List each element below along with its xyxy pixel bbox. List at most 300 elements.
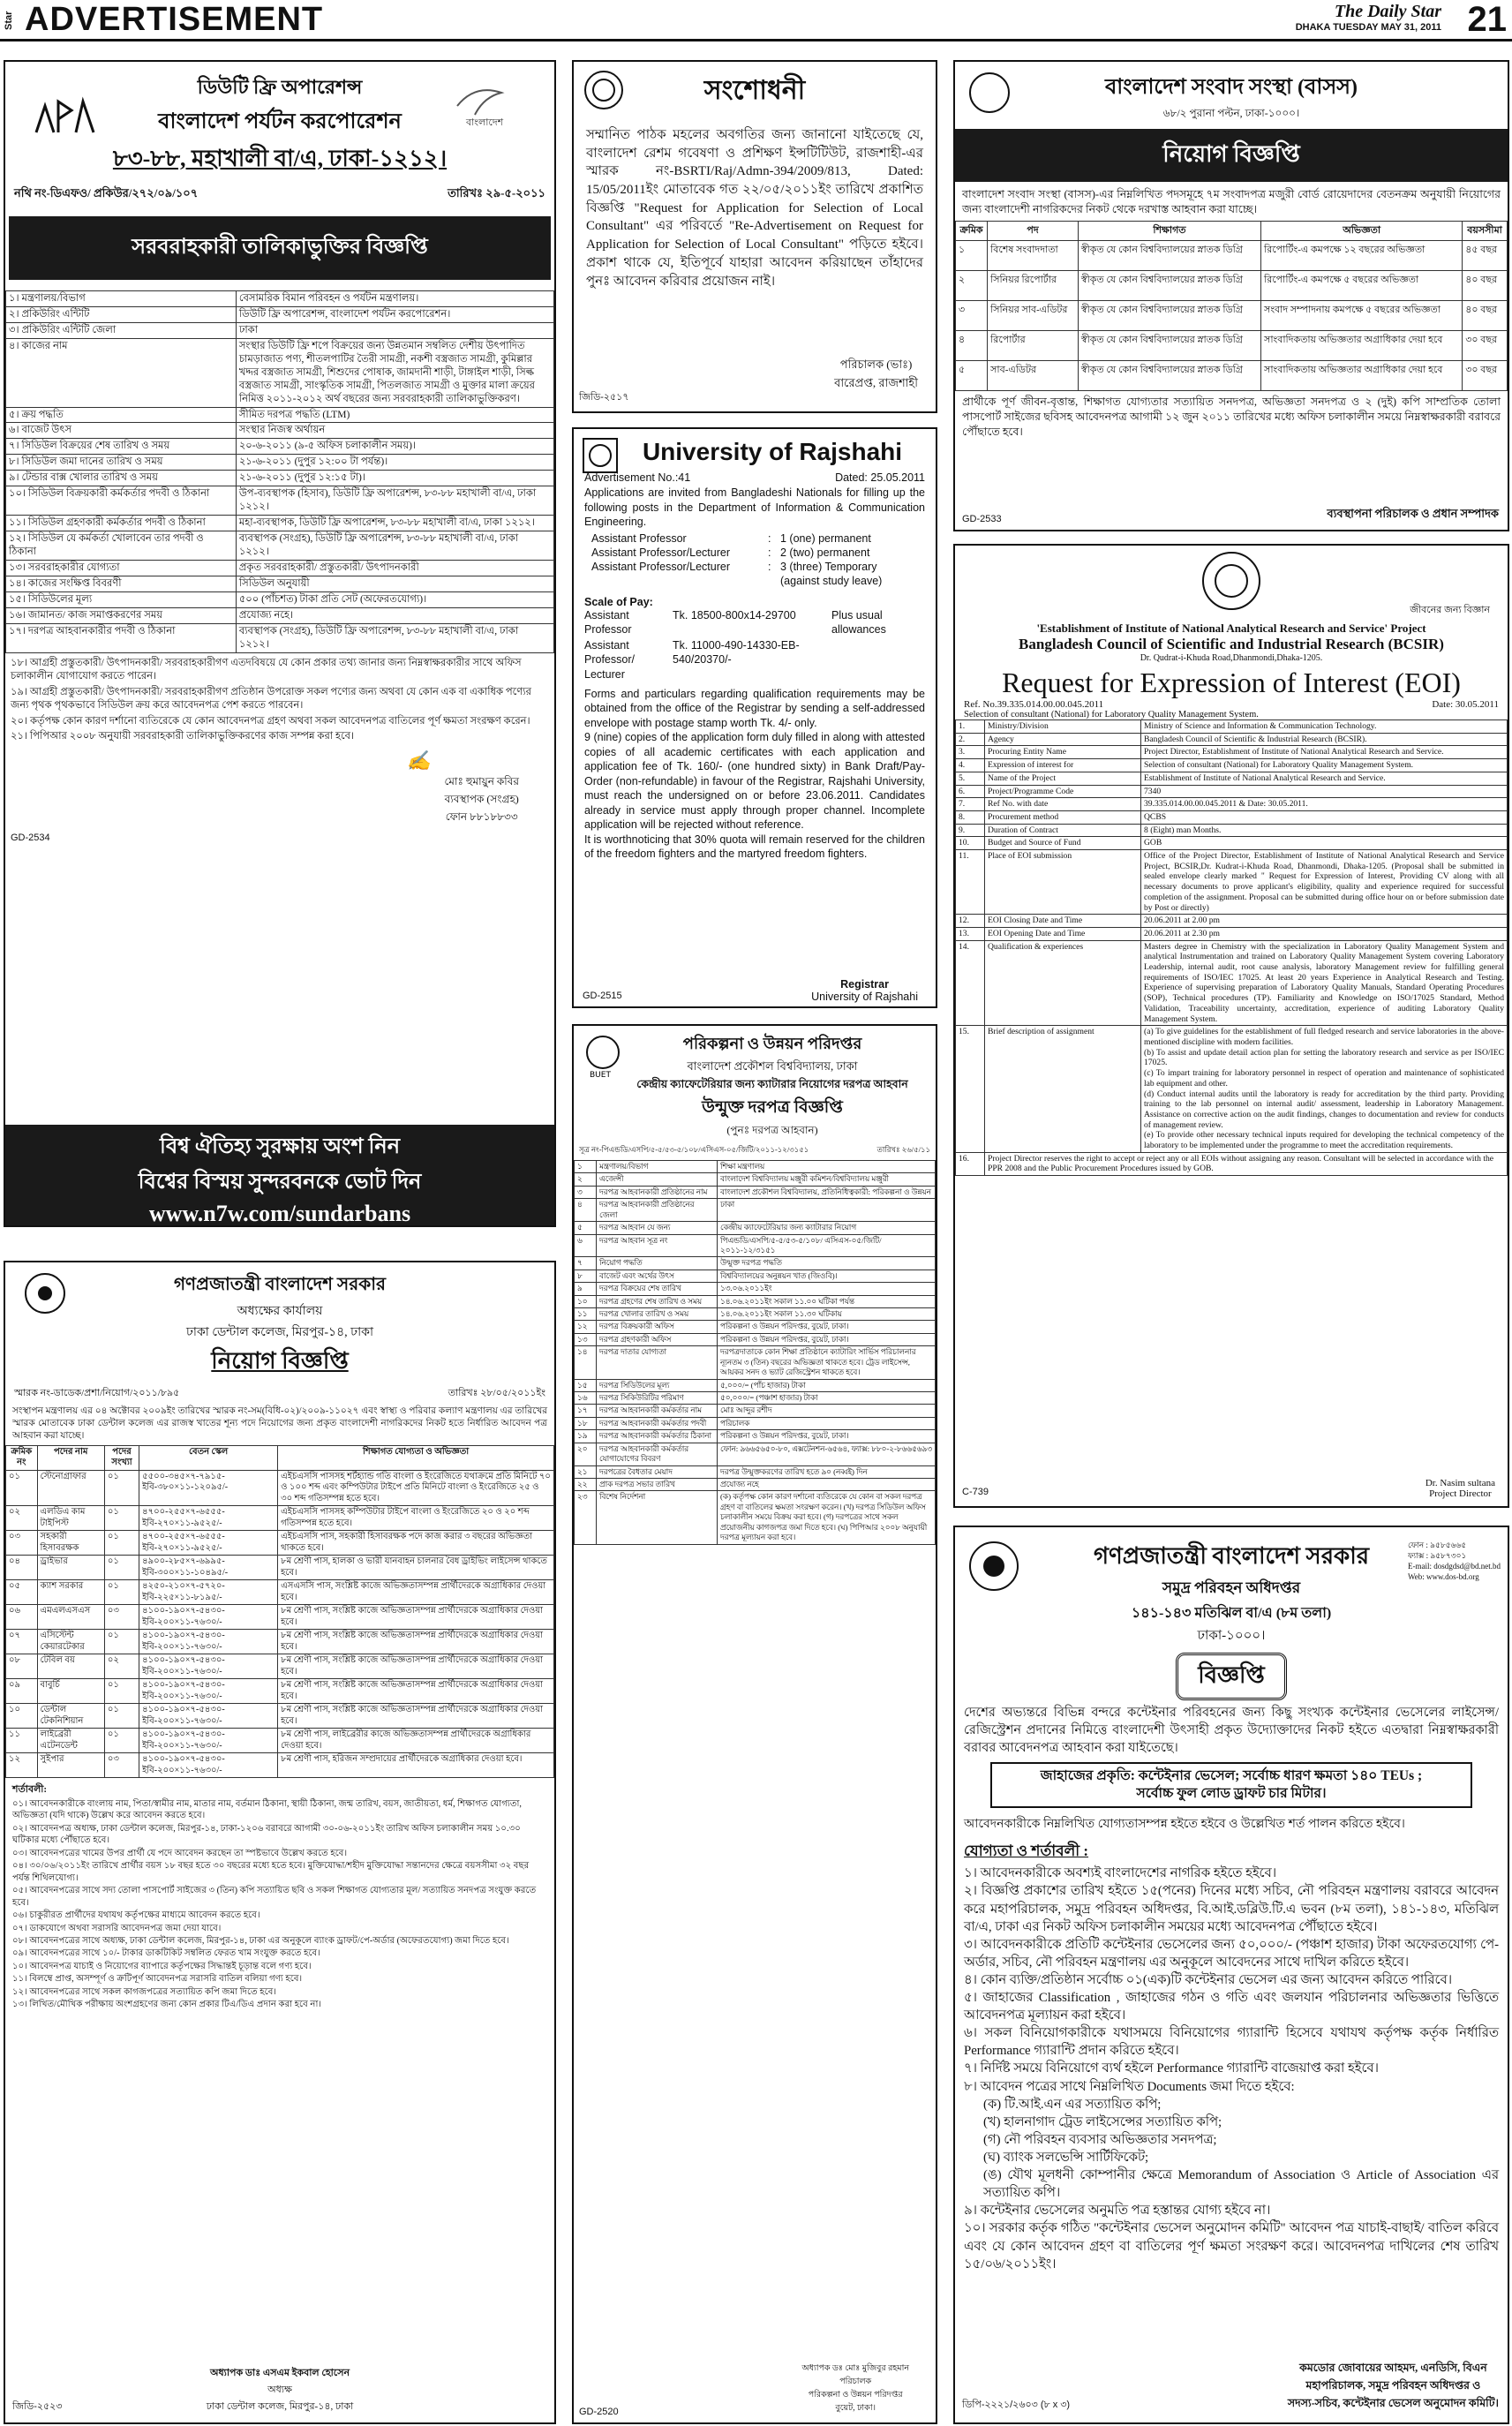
row-label: Agency bbox=[985, 733, 1141, 746]
row-label: ২। প্রকিউরিং এন্টিটি bbox=[6, 306, 237, 322]
row-label: ৭। সিডিউল বিক্রয়ের শেষ তারিখ ও সময় bbox=[6, 439, 237, 455]
row-number: 3. bbox=[956, 746, 985, 759]
vessel-spec-box bbox=[990, 1762, 1472, 1808]
bcsir-logo bbox=[1192, 549, 1271, 613]
row-label: দরপত্র আহবানকারী কর্মকর্তার যোগাযোগের বিবরণ bbox=[597, 1443, 718, 1465]
row-label: এজেন্সী bbox=[597, 1173, 718, 1186]
ship-signer-title2: সদস্য-সচিব, কন্টেইনার ভেসেল অনুমোদন কমিটি। bbox=[1287, 2397, 1499, 2409]
row-number: ১ bbox=[575, 1161, 597, 1173]
table-cell: ০২ bbox=[6, 1506, 38, 1531]
gov-logo bbox=[967, 1540, 1020, 1593]
table-cell: সাংবাদিকতায় অভিজ্ঞতার অগ্রাধিকার দেয়া হবে bbox=[1261, 330, 1463, 360]
table-row bbox=[956, 270, 1508, 300]
bss-signer: ব্যবস্থাপনা পরিচালক ও প্রধান সম্পাদক bbox=[1327, 507, 1499, 520]
condition-item: (ঙ) যৌথ মূলধনী কোম্পানীর ক্ষেত্রে Memorandum of Association ও Article of Association এর সত্যায়িত কপি। bbox=[983, 2168, 1499, 2201]
bss-intro: বাংলাদেশ সংবাদ সংস্থা (বাসস)-এর নিম্নলিখিত পদসমূহে ৭ম সংবাদপত্র মজুরী বোর্ড রোয়েদাদের বেতনক্রম অনুযায়ী নিয়োগের জন্য বাংলাদেশী নাগরিকদের নিকট থেকে দরখাস্ত আহবান করা যাচ্ছে। bbox=[962, 188, 1501, 215]
bcsir-motto: জীবনের জন্য বিজ্ঞান bbox=[1410, 605, 1490, 615]
bss-footer: প্রার্থীকে পূর্ণ জীবন-বৃত্তান্ত, শিক্ষাগত যোগ্যতার সত্যায়িত সনদপত্র, অভিজ্ঞতা সনদপত্র ও ২ (দুই) কপি সাম্প্রতিক তোলা পাসপোর্ট সাইজের ছবিসহ আবেদনপত্র আগামী ১২ জুন ২০১১ তারিখের মধ্যে অফিস চলাকালীন সময়ে নিম্নস্বাক্ষরকারী বরাবরে পৌঁছাতে হবে। bbox=[962, 395, 1501, 438]
table-row bbox=[6, 1531, 554, 1556]
row-label: দরপত্র বিক্রয়কারী অফিস bbox=[597, 1321, 718, 1333]
row-value: ২১-৬-২০১১ (দুপুর ১২:১৫ টা)। bbox=[236, 471, 553, 486]
table-row bbox=[6, 407, 554, 423]
row-value: ২০-৬-২০১১ (৯-৫ অফিস চলাকালীন সময়)। bbox=[236, 439, 553, 455]
signer-name: মোঃ হুমায়ুন কবির bbox=[444, 774, 519, 787]
scale-pay: Tk. 18500-800x14-29700 bbox=[673, 608, 796, 622]
note-item: ১৮। আগ্রহী প্রস্তুতকারী/ উৎপাদনকারী/ সরবরাহকারীগণ এতদবিষয়ে যে কোন প্রকার তথ্য জানার জন্য নিম্নস্বাক্ষরকারীর সাথে অফিস চলাকালীন যোগাযোগ করতে পারেন। bbox=[11, 657, 522, 682]
eoi-table bbox=[955, 720, 1508, 1176]
condition-item: ৪। কোন ব্যক্তি/প্রতিষ্ঠান সর্বোচ্চ ০১(এক)টি কন্টেইনার ভেসেল এর জন্য আবেদন করিতে পারিবে। bbox=[964, 1972, 1452, 1987]
buet-signer-title: পরিচালক bbox=[839, 2377, 872, 2386]
row-value: পরিকল্পনা ও উন্নয়ন পরিদপ্তর, বুয়েট, ঢাকা। bbox=[718, 1321, 936, 1333]
post-count: 2 (two) permanent bbox=[780, 546, 870, 559]
row-label: দরপত্র আহবান যে জন্য bbox=[597, 1222, 718, 1234]
row-label: দরপত্রের বৈধতার মেয়াদ bbox=[597, 1465, 718, 1478]
row-label: দরপত্র বিক্রয়ের শেষ তারিখ bbox=[597, 1283, 718, 1295]
college-name: ঢাকা ডেন্টাল কলেজ, মিরপুর-১৪, ঢাকা bbox=[185, 1326, 374, 1339]
table-cell: সুইপার bbox=[37, 1753, 104, 1778]
table-cell: ০৮ bbox=[6, 1654, 38, 1679]
condition-item: ১। আবেদনকারীকে অবশ্যই বাংলাদেশের নাগরিক হইতে হইবে। bbox=[964, 1866, 1277, 1881]
posts-list bbox=[574, 531, 936, 589]
section-title: ADVERTISEMENT bbox=[25, 1, 324, 38]
row-value: ঢাকা bbox=[718, 1199, 936, 1222]
condition-item: (খ) হালনাগাদ ট্রেড লাইসেন্সের সত্যায়িত কপি; bbox=[983, 2114, 1222, 2129]
column-header: বেতন স্কেল bbox=[139, 1445, 278, 1470]
table-row bbox=[575, 1465, 936, 1478]
parjatan-logo bbox=[32, 88, 102, 141]
row-label: দরপত্র আহবানকারী কর্মকর্তার নাম bbox=[597, 1405, 718, 1417]
table-row bbox=[575, 1173, 936, 1186]
bss-band: নিয়োগ বিজ্ঞপ্তি bbox=[955, 129, 1508, 182]
row-value: 20.06.2011 at 2.00 pm bbox=[1141, 915, 1508, 928]
table-row bbox=[6, 576, 554, 591]
advertisement-number: Advertisement No.:41 bbox=[584, 471, 691, 484]
row-label: দরপত্র গ্রহণকারী অফিস bbox=[597, 1333, 718, 1345]
table-row bbox=[575, 1283, 936, 1295]
table-row bbox=[6, 516, 554, 531]
row-value: (a) To give guidelines for the establishment of full fledged research and service laboratories in the above-mentioned discipline with modern facilities. (b) To assist and update detail action plan for setting the laboratory research and service as per ISO/IEC 17025. (c) To impart training for laboratory personnel in respect of operation and maintenance of sophisticated lab equipment and other. (d) Conduct internal audits until the laboratory is ready for accreditation by the third party. Providing training to the lab personnel on internal audit/ assessment, leadership in Laboratory Management. Assistance on corrective action on the audit findings, changes to documentation and review for conducts of management review. (e) To provide other necessary technical inputs required for developing the technical competency of the laboratory to be implemented under the programme to meet the accreditation requirements. bbox=[1141, 1026, 1508, 1152]
table-cell: ০১ bbox=[104, 1630, 139, 1654]
ship-address: ১৪১-১৪৩ মতিঝিল বা/এ (৮ম তলা) bbox=[1131, 1606, 1332, 1621]
table-row bbox=[575, 1333, 936, 1345]
table-row bbox=[575, 1430, 936, 1443]
ship-phone: ফোন : ৯৫৮৫৬৬৫ bbox=[1407, 1541, 1467, 1549]
post-title: Assistant Professor bbox=[591, 531, 687, 545]
row-label: Procuring Entity Name bbox=[985, 746, 1141, 759]
row-value: ৫,০০০/= (পাঁচ হাজার) টাকা bbox=[718, 1379, 936, 1391]
table-row bbox=[6, 623, 554, 652]
project-name: 'Establishment of Institute of National Analytical Research and Service' Project bbox=[1036, 622, 1426, 635]
table-cell: ০৩ bbox=[104, 1753, 139, 1778]
row-value: বেসামরিক বিমান পরিবহন ও পর্যটন মন্ত্রণালয়। bbox=[236, 291, 553, 307]
table-row bbox=[575, 1222, 936, 1234]
svg-text:BUET: BUET bbox=[590, 1071, 611, 1079]
row-number: ১৭ bbox=[575, 1405, 597, 1417]
row-label: Project Director reserves the right to accept or reject any or all EOIs without assigning any reason. Consultant will be selected in accordance with the PPR 2008 and the Public Procurement Procedures issued by GOB. bbox=[985, 1152, 1508, 1175]
table-cell: রিপোর্টার bbox=[988, 330, 1079, 360]
row-number: ২৩ bbox=[575, 1491, 597, 1544]
dental-memo: স্মারক নং-ডাডেক/প্রশা/নিয়োগ/২০১১/৮৯৫ bbox=[14, 1388, 180, 1398]
row-number: 4. bbox=[956, 759, 985, 772]
table-row bbox=[956, 240, 1508, 270]
table-cell: এইচএসসি পাস, সহকারী হিসাবরক্ষক পদে কাজ করার ৩ বছরের অভিজ্ঞতা থাকতে হবে। bbox=[278, 1531, 554, 1556]
vessel-spec-1: জাহাজের প্রকৃতি: কন্টেইনার ভেসেল; সর্বোচ্চ ধারণ ক্ষমতা ১৪০ TEUs ; bbox=[1040, 1768, 1423, 1783]
ad-code: ডিপি-২২২১/২৬০৩ (৮ x ৩) bbox=[962, 2400, 1071, 2410]
row-number: 12. bbox=[956, 915, 985, 928]
row-value: সংস্থার ডিউটি ফ্রি শপে বিক্রয়ের জন্য উন্নতমান সম্বলিত দেশীয় উৎপাদিত চামড়াজাত পণ্য, শীতলপাটির তৈরী সামগ্রী, নকশী বস্ত্রজাত সামগ্রী, কুমিল্লার খদ্দর বস্ত্রজাত সামগ্রী, শিশুদের পোষাক, জামদানী শাড়ী, টাঙ্গাইল শাড়ী, সিল্ক বস্ত্রজাত সামগ্রী, সাংস্কৃতিক সামগ্রী, পিতলজাত সামগ্রী ও মুক্তার মালা ক্রয়ের নিমিত্ত ২০১১-২০১২ অর্থ বছরের জন্য সরবরাহকারী তালিকাভুক্তিকরণ। bbox=[236, 338, 553, 407]
ad-correction bbox=[572, 60, 937, 413]
table-cell: সিনিয়র সাব-এডিটর bbox=[988, 300, 1079, 330]
table-cell: ৩০ বছর bbox=[1463, 330, 1508, 360]
table-cell: ৩০ বছর bbox=[1463, 360, 1508, 390]
table-cell: বাবুর্চি bbox=[37, 1679, 104, 1704]
table-cell: ০১ bbox=[104, 1506, 139, 1531]
row-label: ৪। কাজের নাম bbox=[6, 338, 237, 407]
table-cell: ১১ bbox=[6, 1729, 38, 1753]
buet-table bbox=[574, 1160, 936, 1545]
ship-title: বিজ্ঞপ্তি bbox=[1176, 1653, 1287, 1700]
table-row bbox=[6, 1556, 554, 1580]
column-header: পদের নাম bbox=[37, 1445, 104, 1470]
note-item: ২১। পিপিআর ২০০৮ অনুযায়ী সরবরাহকারী তালিকাভুক্তিকরণের কাজ সম্পন্ন করা হবে। bbox=[11, 731, 355, 742]
term-item: ০৫। আবেদনপত্রের সাথে সদ্য তোলা পাসপোর্ট সাইজের ৩ (তিন) কপি সত্যায়িত ছবি ও সকল শিক্ষাগত যোগ্যতার মূল/ সত্যায়িত সনদপত্র সংযুক্ত করতে হবে। bbox=[12, 1886, 537, 1908]
table-cell: সাংবাদিকতায় অভিজ্ঞতার অগ্রাধিকার দেয়া হবে bbox=[1261, 360, 1463, 390]
row-label: Expression of interest for bbox=[985, 759, 1141, 772]
row-number: 13. bbox=[956, 927, 985, 940]
row-number: 9. bbox=[956, 824, 985, 837]
page-header bbox=[0, 0, 1512, 41]
table-cell: ৪ bbox=[956, 330, 988, 360]
row-value: Bangladesh Council of Scientific & Industrial Research (BCSIR). bbox=[1141, 733, 1508, 746]
post-row bbox=[591, 531, 918, 546]
row-label: বিশেষ নির্দেশনা bbox=[597, 1491, 718, 1544]
row-number: 7. bbox=[956, 798, 985, 811]
table-cell: ০১ bbox=[104, 1580, 139, 1605]
eoi-signer: Dr. Nasim sultana bbox=[1425, 1478, 1495, 1488]
column-header: পদের সংখ্যা bbox=[104, 1445, 139, 1470]
row-label: ১১। সিডিউল গ্রহণকারী কর্মকর্তার পদবী ও ঠিকানা bbox=[6, 516, 237, 531]
post-row bbox=[591, 546, 918, 560]
table-row bbox=[6, 486, 554, 516]
row-number: ১৫ bbox=[575, 1379, 597, 1391]
row-value: (ক) কর্তৃপক্ষ কোন কারণ দর্শানো ব্যতিরেকে যে কোন বা সকল দরপত্র গ্রহণ বা বাতিলের ক্ষমতা সংরক্ষণ করেন। (খ) দরপত্র সিডিউল অফিস চলাকালীন সময়ে বিক্রয় করা হবে। (গ) দরপত্রের সাথে সকল প্রয়োজনীয় কাগজপত্র জমা দিতে হবে। (ঘ) পিপিআর ২০০৮ অনুযায়ী দরপত্র মূল্যায়ন করা হবে। bbox=[718, 1491, 936, 1544]
row-number: 16. bbox=[956, 1152, 985, 1175]
term-item: ০৬। চাকুরীরত প্রার্থীদের যথাযথ কর্তৃপক্ষের মাধ্যমে আবেদন করতে হবে। bbox=[12, 1910, 260, 1921]
table-row bbox=[956, 360, 1508, 390]
promo-line-2: বিশ্বের বিস্ময় সুন্দরবনকে ভোট দিন bbox=[138, 1171, 422, 1194]
ship-email[interactable]: E-mail: dosdgdsd@bd.net.bd bbox=[1407, 1562, 1501, 1571]
term-item: ০৭। ডাকযোগে অথবা সরাসরি আবেদনপত্র জমা দেয়া যাবে। bbox=[12, 1923, 222, 1933]
buet-logo bbox=[583, 1033, 623, 1079]
table-cell: ৪১০০-১৯০×৭-৫৪৩০-ইবি-২০০×১১-৭৬৩০/- bbox=[139, 1630, 278, 1654]
row-label: দরপত্র আহবানকারী প্রতিষ্ঠানের নাম bbox=[597, 1186, 718, 1198]
ad-bss bbox=[953, 60, 1509, 531]
row-value: দরপত্র উন্মুক্তকরণের তারিখ হতে ৯০ (নব্বই) দিন bbox=[718, 1465, 936, 1478]
ad-rajshahi bbox=[572, 427, 937, 1008]
table-cell: এইচএসসি পাসসহ শর্টহ্যান্ড গতি বাংলা ও ইংরেজিতে যথাক্রমে প্রতি মিনিটে ৭০ ও ১০০ শব্দ এবং কম্পিউটার টাইপে প্রতি মিনিটে বাংলা ও ইংরেজিতে ২৫ ও ৩০ শব্দ গতিসম্পন্ন হতে হবে। bbox=[278, 1470, 554, 1506]
table-row bbox=[956, 720, 1508, 734]
row-value: ১৩.০৬.২০১১ইং bbox=[718, 1283, 936, 1295]
table-cell: ৫৫০০-৩৪৫×৭-৭৯১৫-ইবি-৩৮০×১১-১২০৯৫/- bbox=[139, 1470, 278, 1506]
table-cell: স্বীকৃত যে কোন বিশ্ববিদ্যালয়ের স্নাতক ডিগ্রি bbox=[1078, 360, 1260, 390]
note-item: ২০। কর্তৃপক্ষ কোন কারণ দর্শানো ব্যতিরেকে যে কোন আবেদনপত্র গ্রহণ অথবা সকল আবেদনপত্র বাতিলের পূর্ণ ক্ষমতা সংরক্ষণ করেন। bbox=[11, 715, 530, 727]
table-row bbox=[956, 837, 1508, 850]
table-row bbox=[575, 1392, 936, 1405]
rajshahi-signer: Registrar bbox=[840, 978, 889, 991]
eoi-ref: Ref. No.39.335.014.00.00.045.2011 bbox=[964, 699, 1104, 710]
svg-text:বাংলাদেশ: বাংলাদেশ bbox=[466, 117, 504, 128]
cond-title: যোগ্যতা ও শর্তাবলী : bbox=[964, 1842, 1089, 1860]
scale-post: Assistant Professor/ Lecturer bbox=[584, 639, 635, 681]
row-value: 7340 bbox=[1141, 785, 1508, 798]
bangladesh-tourism-logo bbox=[448, 79, 519, 132]
row-number: ১২ bbox=[575, 1321, 597, 1333]
council-address: Dr. Qudrat-i-Khuda Road,Dhanmondi,Dhaka-1205. bbox=[1140, 653, 1323, 663]
post-count: 3 (three) Temporary (against study leave) bbox=[780, 561, 883, 588]
row-value: সিডিউল অনুযায়ী bbox=[236, 576, 553, 591]
table-cell: ১ bbox=[956, 240, 988, 270]
condition-item: ৭। নির্দিষ্ট সময়ে বিনিয়োগে ব্যর্থ হইলে Performance গ্যারান্টি বাজেয়াপ্ত করা হইবে। bbox=[964, 2061, 1379, 2076]
row-label: ৬। বাজেট উৎস bbox=[6, 423, 237, 439]
table-row bbox=[6, 439, 554, 455]
row-label: EOI Closing Date and Time bbox=[985, 915, 1141, 928]
table-row bbox=[6, 1679, 554, 1704]
buet-univ: বাংলাদেশ প্রকৌশল বিশ্ববিদ্যালয়, ঢাকা bbox=[687, 1059, 858, 1073]
row-label: মন্ত্রণালয়/বিভাগ bbox=[597, 1161, 718, 1173]
signature: ✍ bbox=[406, 749, 431, 772]
conditions-list bbox=[955, 1865, 1508, 2273]
table-cell: ক্যাশ সরকার bbox=[37, 1580, 104, 1605]
terms-list bbox=[5, 1798, 554, 2011]
row-number: 10. bbox=[956, 837, 985, 850]
row-number: 11. bbox=[956, 850, 985, 915]
table-cell: ৪২৫০-২১০×৭-৫৭২০-ইবি-২২৫×১১-৮১৯৫/- bbox=[139, 1580, 278, 1605]
table-cell: ৫ bbox=[956, 360, 988, 390]
ad-code: GD-2515 bbox=[583, 991, 622, 1001]
table-cell: ৮ম শ্রেণী পাস, সংশ্লিষ্ট কাজে অভিজ্ঞতাসম্পন্ন প্রার্থীদেরকে অগ্রাধিকার দেওয়া হবে। bbox=[278, 1630, 554, 1654]
table-cell: ৪০ বছর bbox=[1463, 300, 1508, 330]
table-row bbox=[6, 1753, 554, 1778]
scale-title: Scale of Pay: bbox=[584, 595, 653, 608]
table-row bbox=[956, 810, 1508, 824]
row-value: ১৪.০৬.২০১১ইং সকাল ১১.০০ ঘটিকা পর্যন্ত bbox=[718, 1295, 936, 1307]
table-cell: ০১ bbox=[104, 1704, 139, 1729]
table-row bbox=[6, 1654, 554, 1679]
table-row bbox=[575, 1321, 936, 1333]
bss-table bbox=[955, 221, 1508, 391]
row-number: ২০ bbox=[575, 1443, 597, 1465]
condition-item: ৩। আবেদনকারীকে প্রতিটি কন্টেইনার ভেসেলের জন্য ৫০,০০০/- (পঞ্চাশ হাজার) টাকা অফেরতযোগ্য পে-অর্ডার, সচিব, নৌ পরিবহন মন্ত্রণালয় এর অনুকূলে আবেদনের সাথে দাখিল করিতে হইবে। bbox=[964, 1937, 1499, 1970]
row-label: দরপত্র সিডিউলের মূল্য bbox=[597, 1379, 718, 1391]
table-row bbox=[6, 607, 554, 623]
promo-line-1: বিশ্ব ঐতিহ্য সুরক্ষায় অংশ নিন bbox=[159, 1135, 401, 1158]
table-cell: ০৬ bbox=[6, 1605, 38, 1630]
table-cell: ৪১০০-১৯০×৭-৫৪৩০-ইবি-২০০×১১-৭৬৩০/- bbox=[139, 1704, 278, 1729]
term-item: ১০। আবেদনপত্র যাচাই ও নিয়োগের ব্যাপারে কর্তৃপক্ষের সিদ্ধান্তই চূড়ান্ত বলে গণ্য হবে। bbox=[12, 1961, 312, 1971]
row-value: Establishment of Institute of National Analytical Research and Service. bbox=[1141, 772, 1508, 785]
ship-web[interactable]: Web: www.dos-bd.org bbox=[1407, 1572, 1479, 1582]
table-row bbox=[6, 1729, 554, 1753]
ad-shipping bbox=[953, 1526, 1509, 2424]
note-item: ১৯। আগ্রহী প্রস্তুতকারী/ উৎপাদনকারী/ সরবরাহকারীগণ প্রতিষ্ঠান উপরোক্ত সকল পণ্যের জন্য অথবা যে কোন এক বা একাধিক পণ্যের জন্য পৃথক পৃথকভাবে সিডিউল ক্রয় করে আবেদনপত্র পেশ করতে পারবেন। bbox=[11, 686, 531, 712]
table-cell: ৮ম শ্রেণী পাস, সংশ্লিষ্ট কাজে অভিজ্ঞতাসম্পন্ন প্রার্থীদেরকে অগ্রাধিকার দেওয়া হবে। bbox=[278, 1654, 554, 1679]
row-value: দরপত্রদাতাকে কোন শিক্ষা প্রতিষ্ঠানে ক্যাটারিং সার্ভিস পরিচালনার ন্যূনতম ৩ (তিন) বছরের অভিজ্ঞতা থাকতে হবে। ট্রেড লাইসেন্স, আয়কর সনদ ও ভ্যাট রেজিস্ট্রেশন থাকতে হবে। bbox=[718, 1346, 936, 1379]
row-label: Name of the Project bbox=[985, 772, 1141, 785]
table-row bbox=[956, 733, 1508, 746]
table-cell: ৪৫ বছর bbox=[1463, 240, 1508, 270]
table-cell: স্বীকৃত যে কোন বিশ্ববিদ্যালয়ের স্নাতক ডিগ্রি bbox=[1078, 300, 1260, 330]
table-cell: ১০ bbox=[6, 1704, 38, 1729]
ad-code: জিডি-২৫২৩ bbox=[12, 2401, 63, 2412]
row-label: EOI Opening Date and Time bbox=[985, 927, 1141, 940]
row-number: ৬ bbox=[575, 1234, 597, 1257]
table-cell: সিনিয়র রিপোর্টার bbox=[988, 270, 1079, 300]
row-label: ১৬। জামানত/ কাজ সমাপ্তকরণের সময় bbox=[6, 607, 237, 623]
column-header: শিক্ষাগত যোগ্যতা ও অভিজ্ঞতা bbox=[278, 1445, 554, 1470]
row-value: উন্মুক্ত দরপত্র পদ্ধতি bbox=[718, 1257, 936, 1270]
column-header: বয়সসীমা bbox=[1463, 221, 1508, 240]
table-row bbox=[956, 746, 1508, 759]
table-cell: স্বীকৃত যে কোন বিশ্ববিদ্যালয়ের স্নাতক ডিগ্রি bbox=[1078, 330, 1260, 360]
dateline: DHAKA TUESDAY MAY 31, 2011 bbox=[1295, 22, 1441, 33]
row-value: ২১-৬-২০১১ (দুপুর ১২:০০ টা পর্যন্ত)। bbox=[236, 455, 553, 471]
row-value: পরিকল্পনা ও উন্নয়ন পরিদপ্তর, বুয়েট, ঢাকা। bbox=[718, 1333, 936, 1345]
row-value: Ministry of Science and Information & Communication Technology. bbox=[1141, 720, 1508, 734]
table-cell: ২ bbox=[956, 270, 988, 300]
table-row bbox=[6, 1580, 554, 1605]
table-cell: রিপোর্টিং-এ কমপক্ষে ৫ বছরের অভিজ্ঞতা bbox=[1261, 270, 1463, 300]
table-row bbox=[6, 1605, 554, 1630]
row-label: ৩। প্রকিউরিং এন্টিটি জেলা bbox=[6, 322, 237, 338]
scale-row bbox=[584, 608, 925, 637]
table-row bbox=[6, 306, 554, 322]
column-header: ক্রমিক bbox=[956, 221, 988, 240]
table-cell: ০৫ bbox=[6, 1580, 38, 1605]
dental-intro: সংস্থাপন মন্ত্রণালয় এর ০৪ অক্টোবর ২০০৯ইং তারিখের স্মারক নং-সম(বিধি-০২)/২০০৯-১১০২৭ এবং স্বাস্থ্য ও পরিবার কল্যাণ মন্ত্রণালয় এর তারিখের স্মারক মোতাবেক ঢাকা ডেন্টাল কলেজ এর রাজস্ব খাতের শূন্য পদে নিয়োগের জন্য প্রকৃত বাংলাদেশী নাগরিকদের নিকট হতে নির্ধারিত আবেদন পত্র আহবান করা যাচ্ছে। bbox=[12, 1406, 547, 1442]
buet-title: উন্মুক্ত দরপত্র বিজ্ঞপ্তি bbox=[702, 1098, 843, 1117]
post-sep: : bbox=[768, 561, 771, 573]
buet-memo: সূত্র নং-পিএন্ডডি/এসপি/৫-৫/৫৩-৫/১০৮/এসিএস-০৫/জিটি/২০১১-১২/৩১৫১ bbox=[579, 1145, 809, 1154]
scale-post: Assistant Professor bbox=[584, 608, 632, 636]
ship-signer: কমডোর জোবায়ের আহমদ, এনডিসি, বিএন bbox=[1299, 2362, 1487, 2374]
table-cell: ০৭ bbox=[6, 1630, 38, 1654]
row-number: ২২ bbox=[575, 1478, 597, 1490]
row-number: 8. bbox=[956, 810, 985, 824]
table-cell: ৪১০০-১৯০×৭-৫৪৩০-ইবি-২০০×১১-৭৬৩০/- bbox=[139, 1605, 278, 1630]
vessel-spec-2: সর্বোচ্চ ফুল লোড ড্রাফট চার মিটার। bbox=[1136, 1786, 1327, 1802]
table-cell: ৮ম শ্রেণী পাস, সংশ্লিষ্ট কাজে অভিজ্ঞতাসম্পন্ন প্রার্থীদেরকে অগ্রাধিকার দেওয়া হবে। bbox=[278, 1704, 554, 1729]
table-cell: ০৩ bbox=[104, 1605, 139, 1630]
table-row bbox=[6, 531, 554, 561]
row-label: ১২। সিডিউল যে কর্মকর্তা খোলাবেন তার পদবী ও ঠিকানা bbox=[6, 531, 237, 561]
table-row bbox=[575, 1199, 936, 1222]
table-cell: ০১ bbox=[104, 1679, 139, 1704]
row-value: প্রযোজ্য নহে bbox=[718, 1478, 936, 1490]
table-cell: এসএসসি পাস, সংশ্লিষ্ট কাজে অভিজ্ঞতাসম্পন্ন প্রার্থীদেরকে অগ্রাধিকার দেওয়া হবে। bbox=[278, 1580, 554, 1605]
buet-signer-org1: পরিকল্পনা ও উন্নয়ন পরিদপ্তর bbox=[808, 2391, 903, 2400]
row-label: ১০। সিডিউল বিক্রয়কারী কর্মকর্তার পদবী ও ঠিকানা bbox=[6, 486, 237, 516]
table-row bbox=[6, 1470, 554, 1506]
row-label: দরপত্র আহবানকারী প্রতিষ্ঠানের জেলা bbox=[597, 1199, 718, 1222]
table-cell: ০২ bbox=[104, 1654, 139, 1679]
row-label: ১৭। দরপত্র আহবানকারীর পদবী ও ঠিকানা bbox=[6, 623, 237, 652]
ship-fax: ফ্যাক্স : ৯৫৮৭৩০১ bbox=[1407, 1551, 1467, 1561]
row-number: 5. bbox=[956, 772, 985, 785]
memo-number: নথি নং-ডিএফও/ প্রকিউর/২৭২/০৯/১০৭ bbox=[14, 186, 199, 200]
duty-free-notes bbox=[5, 653, 554, 750]
table-cell: ৪০ বছর bbox=[1463, 270, 1508, 300]
row-label: ৮। সিডিউল জমা দানের তারিখ ও সময় bbox=[6, 455, 237, 471]
table-cell: এসিস্টেন্ট কেয়ারটেকার bbox=[37, 1630, 104, 1654]
table-cell: ৮ম শ্রেণী পাস, সংশ্লিষ্ট কাজে অভিজ্ঞতাসম্পন্ন প্রার্থীদেরকে অগ্রাধিকার দেওয়া হবে। bbox=[278, 1679, 554, 1704]
buet-signer-org2: বুয়েট, ঢাকা। bbox=[835, 2404, 876, 2413]
term-item: ০৮। আবেদনপত্রের সাথে অধ্যক্ষ, ঢাকা ডেন্টাল কলেজ, মিরপুর-১৪, ঢাকা এর অনুকূলে ব্যাংক ড্রাফট/পে-অর্ডার (অফেরতযোগ্য) জমা দিতে হবে। bbox=[12, 1936, 509, 1946]
table-row bbox=[956, 300, 1508, 330]
scale-note bbox=[831, 638, 925, 682]
row-value: ঢাকা bbox=[236, 322, 553, 338]
table-row bbox=[575, 1379, 936, 1391]
row-label: ৯। টেন্ডার বাক্স খোলার তারিখ ও সময় bbox=[6, 471, 237, 486]
advertisement-date: Dated: 25.05.2011 bbox=[835, 471, 925, 484]
table-cell: ০৪ bbox=[6, 1556, 38, 1580]
row-label: Brief description of assignment bbox=[985, 1026, 1141, 1152]
term-item: ০১। আবেদনকারীকে বাংলায় নাম, পিতা/স্বামীর নাম, মাতার নাম, বর্তমান ঠিকানা, স্থায়ী ঠিকানা, জন্ম তারিখ, বয়স, জাতীয়তা, ধর্ম, শিক্ষাগত যোগ্যতা, অভিজ্ঞতা (যদি থাকে) উল্লেখ করে আবেদন করতে হবে। bbox=[12, 1799, 522, 1821]
row-number: 6. bbox=[956, 785, 985, 798]
ad-dental-college bbox=[4, 1261, 556, 2424]
eoi-selection: Selection of consultant (National) for Laboratory Quality Management System. bbox=[964, 710, 1259, 720]
row-label: নিয়োগ পদ্ধতি bbox=[597, 1257, 718, 1270]
table-row bbox=[575, 1346, 936, 1379]
table-cell: ডেন্টাল টেকনিশিয়ান bbox=[37, 1704, 104, 1729]
row-label: ১৫। সিডিউলের মূল্য bbox=[6, 591, 237, 607]
row-label: বাজেট এবং অর্থের উৎস bbox=[597, 1270, 718, 1282]
dental-title: নিয়োগ বিজ্ঞপ্তি bbox=[211, 1348, 349, 1374]
table-cell: ০৯ bbox=[6, 1679, 38, 1704]
table-cell: বিশেষ সংবাদদাতা bbox=[988, 240, 1079, 270]
corp-name: বাংলাদেশ পর্যটন করপোরেশন bbox=[158, 110, 402, 133]
row-number: ৩ bbox=[575, 1186, 597, 1198]
row-label: দরপত্র আহবান সূত্র নং bbox=[597, 1234, 718, 1257]
row-number: ৯ bbox=[575, 1283, 597, 1295]
row-value: শিক্ষা মন্ত্রণালয় bbox=[718, 1161, 936, 1173]
table-cell: সাব-এডিটর bbox=[988, 360, 1079, 390]
row-value: Office of the Project Director, Establishment of Institute of National Analytical Research and Service Project, BCSIR,Dr. Kudrat-i-Khuda Road, Dhanmondi, Dhaka-1205. (Proposal shall be submitted in sealed envelope clearly marked " Request for Expression of Interest, Providing CV along with all necessary documents to prove applicant's eligibility, quality and experience required for successful completion of the assignment. Proposal can be submitted during office hour on or before submission date by Post or directly) bbox=[1141, 850, 1508, 915]
table-cell: টেবিল বয় bbox=[37, 1654, 104, 1679]
table-row bbox=[575, 1405, 936, 1417]
table-cell: ৪৯০০-২৮৫×৭-৬৯৯৫-ইবি-৩০০×১১-১০৪৯৫/- bbox=[139, 1556, 278, 1580]
table-row bbox=[956, 940, 1508, 1026]
row-value: GOB bbox=[1141, 837, 1508, 850]
row-value: বিশ্ববিদ্যালয়ের অনুন্নয়ন খাত (জিওবি)। bbox=[718, 1270, 936, 1282]
row-label: Project/Programme Code bbox=[985, 785, 1141, 798]
row-label: Qualification & experiences bbox=[985, 940, 1141, 1026]
condition-item: ৮। আবেদন পত্রের সাথে নিম্নলিখিত Documents জমা দিতে হইবে: bbox=[964, 2079, 1295, 2094]
masthead bbox=[1296, 2, 1441, 33]
table-row bbox=[575, 1270, 936, 1282]
term-item: ১৩। লিখিত/মৌখিক পরীক্ষায় অংশগ্রহণের জন্য কোন প্রকার টিএ/ডিএ প্রদান করা হবে না। bbox=[12, 2000, 322, 2010]
gov-name: গণপ্রজাতন্ত্রী বাংলাদেশ সরকার bbox=[173, 1275, 387, 1294]
ad-code: GD-2534 bbox=[11, 832, 50, 843]
ad-code: জিডি-২৫১৭ bbox=[579, 392, 629, 403]
table-cell: ৪১০০-১৯০×৭-৫৪৩০-ইবি-২০০×১১-৭৬৩০/- bbox=[139, 1729, 278, 1753]
promo-url[interactable]: www.n7w.com/sundarbans bbox=[148, 1201, 411, 1226]
term-item: ০৯। আবেদনপত্রের সাথে ১০/- টাকার ডাকটিকিট সম্বলিত ফেরত খাম সংযুক্ত করতে হবে। bbox=[12, 1948, 320, 1959]
row-value: 8 (Eight) man Months. bbox=[1141, 824, 1508, 837]
table-row bbox=[956, 1026, 1508, 1152]
rajshahi-body: Forms and particulars regarding qualification requirements may be obtained from the office of the Registrar by sending a self-addressed envelope with postage stamp worth Tk. 4/- only. 9 (nine) copies of the application form duly filled in along with attested copies of all academic certificates with each application and application fee of Tk. 160/- (one hundred sixty) in Bank Draft/Pay-Order (non-refundable) in favour of the Registrar, Rajshahi University, must reach the undersigned on or before 23.06.2011. Candidates already in service must apply through proper channel. Incomplete application will be rejected without reference. It is worthnoticing that 30% quota will remain reserved for the children of the freedom fighters and the martyred freedom fighters. bbox=[584, 687, 925, 861]
post-sep: : bbox=[768, 546, 771, 559]
row-number: ৪ bbox=[575, 1199, 597, 1222]
